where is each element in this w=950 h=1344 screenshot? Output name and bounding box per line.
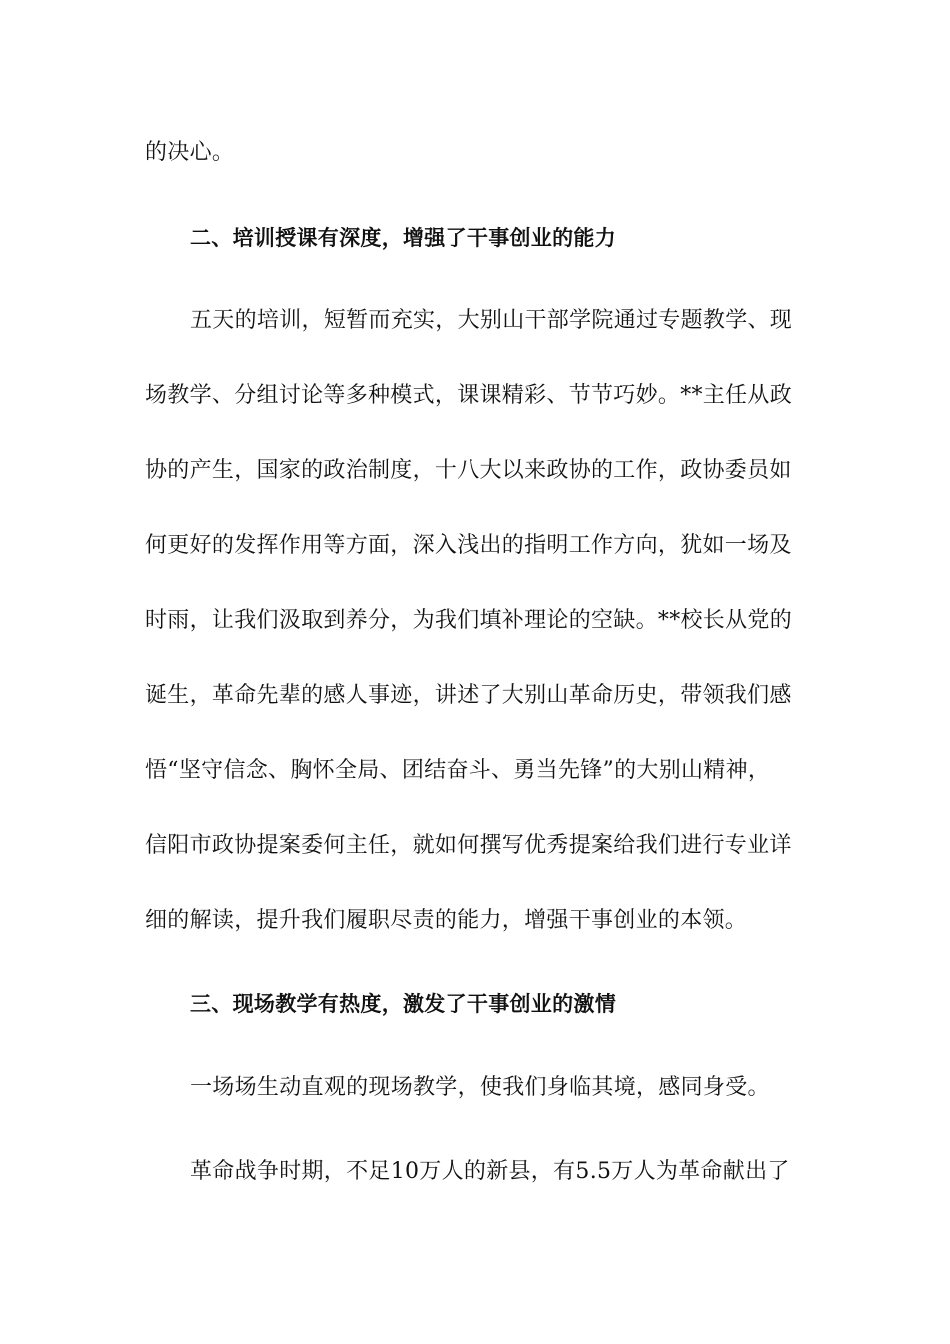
- paragraph-line: 细的解读，提升我们履职尽责的能力，增强干事创业的本领。: [145, 908, 748, 933]
- paragraph-line: 一场场生动直观的现场教学，使我们身临其境，感同身受。: [190, 1075, 770, 1100]
- section-heading-3: 三、现场教学有热度，激发了干事创业的激情: [190, 992, 616, 1016]
- paragraph-line: 场教学、分组讨论等多种模式，课课精彩、节节巧妙。**主任从政: [145, 383, 793, 408]
- section-heading-2: 二、培训授课有深度，增强了干事创业的能力: [190, 226, 616, 250]
- paragraph-line: 悟“坚守信念、胸怀全局、团结奋斗、勇当先锋”的大别山精神，: [145, 758, 771, 783]
- paragraph-line: 诞生，革命先辈的感人事迹，讲述了大别山革命历史，带领我们感: [145, 683, 792, 708]
- paragraph-line-continuation: 的决心。: [145, 140, 235, 165]
- paragraph-line: 五天的培训，短暂而充实，大别山干部学院通过专题教学、现: [190, 308, 793, 333]
- paragraph-line: 信阳市政协提案委何主任，就如何撰写优秀提案给我们进行专业详: [145, 833, 792, 858]
- paragraph-line: 时雨，让我们汲取到养分，为我们填补理论的空缺。**校长从党的: [145, 608, 793, 633]
- paragraph-line: 何更好的发挥作用等方面，深入浅出的指明工作方向，犹如一场及: [145, 533, 792, 558]
- paragraph-line: 革命战争时期，不足10万人的新县，有5.5万人为革命献出了: [190, 1159, 790, 1184]
- paragraph-line: 协的产生，国家的政治制度，十八大以来政协的工作，政协委员如: [145, 458, 792, 483]
